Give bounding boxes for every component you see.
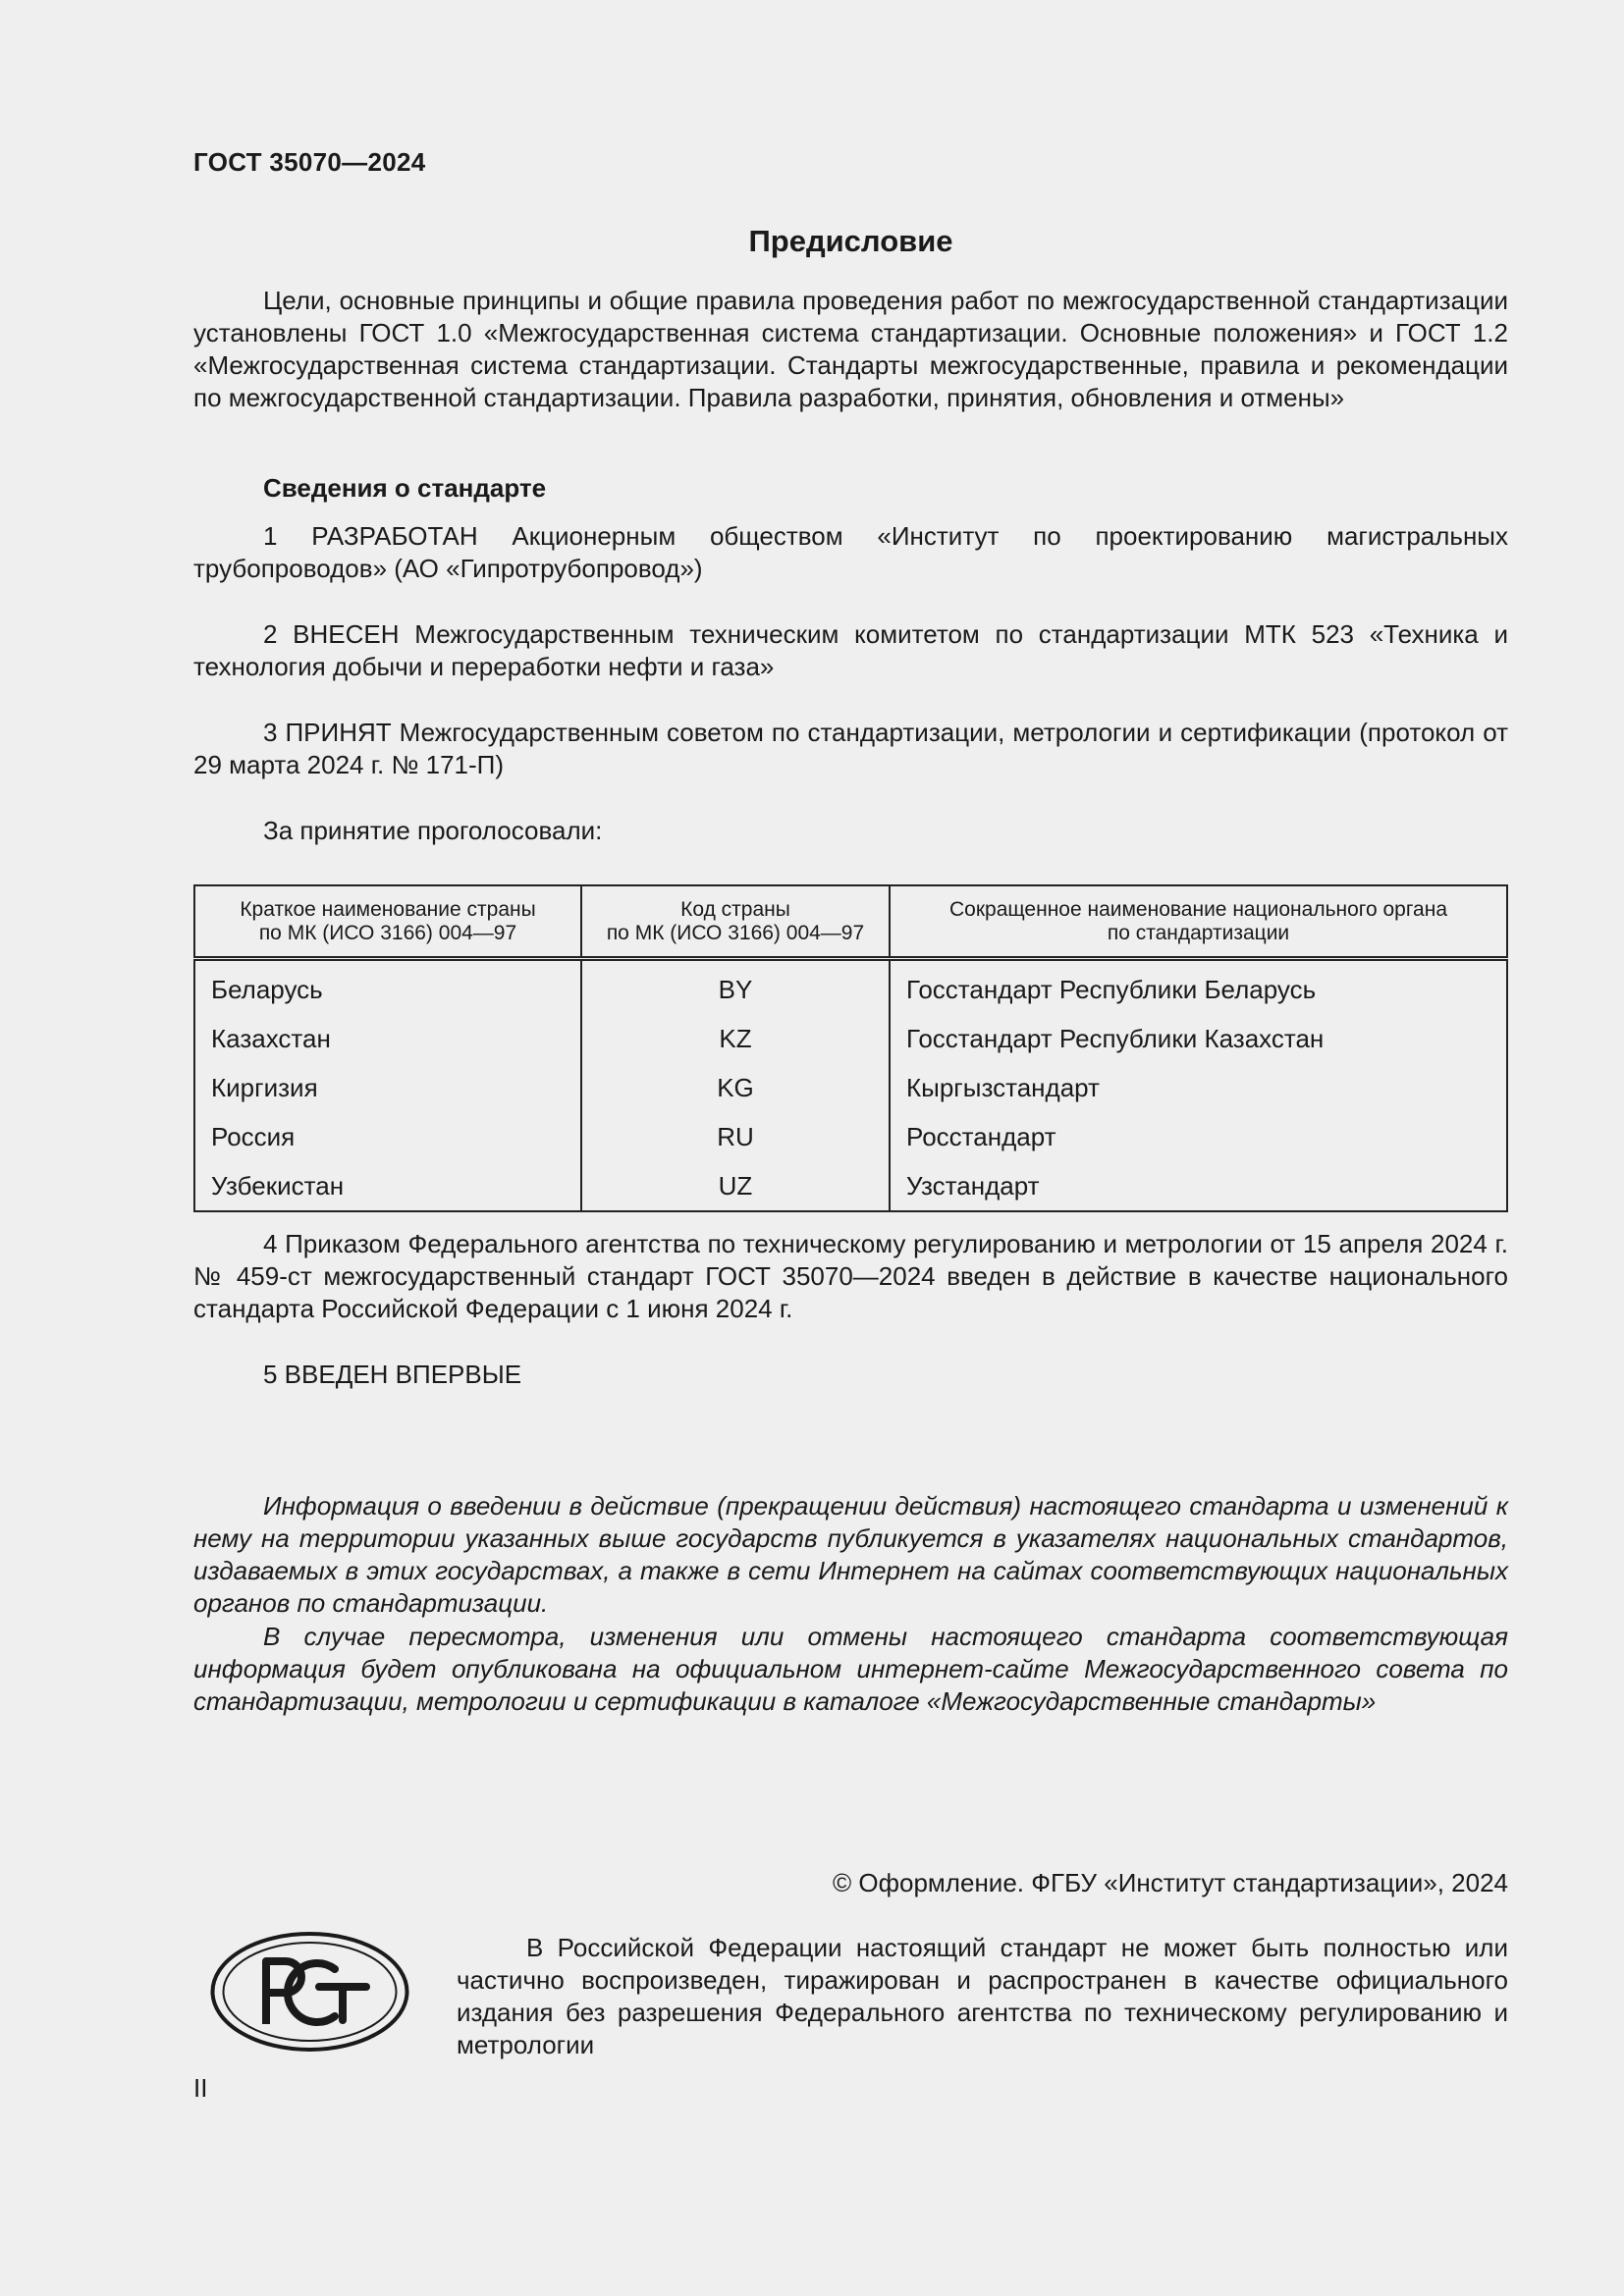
notice-paragraph-2: В случае пересмотра, изменения или отмены настоящего стандарта соответствующая информация будет опубликована на официальном интернет-сайте Межгосударственного совета по стандартизации, метрологии и сертификации в каталоге «Межгосударственные стандарты» [193,1622,1508,1716]
header-text: Краткое наименование страны по МК (ИСО 3166) 004—97 [240,897,536,944]
item-4: 4 Приказом Федерального агентства по техническому регулированию и метрологии от 15 апреля 2024 г. № 459-ст межгосударственный стандарт ГОСТ 35070—2024 введен в действие в качестве национального стандарта Российской Федерации с 1 июня 2024 г. [193,1229,1508,1323]
table-row [194,1063,1507,1112]
national-body: Росстандарт [890,1112,1507,1161]
header-text: Сокращенное наименование национального органа по стандартизации [948,897,1448,944]
table-row [194,1014,1507,1063]
section-heading: Сведения о стандарте [263,473,547,503]
voting-table [193,884,1508,1212]
country-code: BY [581,959,890,1015]
country-name: Узбекистан [194,1161,581,1211]
header-national-body [890,885,1507,959]
national-body: Госстандарт Республики Казахстан [890,1014,1507,1063]
rights-notice: В Российской Федерации настоящий стандарт не может быть полностью или частично воспроизведен, тиражирован и распространен в качестве официального издания без разрешения Федерального агентства по техническому регулированию и метрологии [457,1933,1508,2059]
item-2: 2 ВНЕСЕН Межгосударственным техническим комитетом по стандартизации МТК 523 «Техника и технология добычи и переработки нефти и газа» [193,619,1508,681]
doc-id: ГОСТ 35070—2024 [193,147,426,177]
country-code: RU [581,1112,890,1161]
table-row [194,1161,1507,1211]
notice-paragraph-1: Информация о введении в действие (прекращении действия) настоящего стандарта и изменений к нему на территории указанных выше государств публикуется в указателях национальных стандартов, издаваемых в этих государствах, а также в сети Интернет на сайтах соответствующих национальных органов по стандартизации. [193,1491,1508,1618]
header-text: Код страны по МК (ИСО 3166) 004—97 [606,897,865,944]
national-body: Кыргызстандарт [890,1063,1507,1112]
country-name: Киргизия [194,1063,581,1112]
page-number: II [193,2073,208,2103]
item-5: 5 ВВЕДЕН ВПЕРВЫЕ [263,1360,522,1389]
national-body: Госстандарт Республики Беларусь [890,959,1507,1015]
country-code: KZ [581,1014,890,1063]
country-name: Беларусь [194,959,581,1015]
country-code: UZ [581,1161,890,1211]
country-name: Казахстан [194,1014,581,1063]
votes-intro: За принятие проголосовали: [263,816,603,845]
header-country-code [581,885,890,959]
table-row [194,959,1507,1015]
header-country-name [194,885,581,959]
table-row [194,1112,1507,1161]
country-code: KG [581,1063,890,1112]
rst-certification-mark-icon [209,1930,410,2054]
page-title: Предисловие [748,224,953,258]
item-3: 3 ПРИНЯТ Межгосударственным советом по стандартизации, метрологии и сертификации (протокол от 29 марта 2024 г. № 171-П) [193,718,1508,779]
item-1: 1 РАЗРАБОТАН Акционерным обществом «Институт по проектированию магистральных трубопроводов» (АО «Гипротрубопровод») [193,521,1508,583]
table-header-row [194,885,1507,959]
intro-paragraph: Цели, основные принципы и общие правила проведения работ по межгосударственной стандартизации установлены ГОСТ 1.0 «Межгосударственная система стандартизации. Основные положения» и ГОСТ 1.2 «Межгосударственная система стандартизации. Стандарты межгосударственные, правила и рекомендации по межгосударственной стандартизации. Правила разработки, принятия, обновления и отмены» [193,286,1508,412]
copyright: © Оформление. ФГБУ «Институт стандартизации», 2024 [833,1868,1508,1897]
country-name: Россия [194,1112,581,1161]
national-body: Узстандарт [890,1161,1507,1211]
